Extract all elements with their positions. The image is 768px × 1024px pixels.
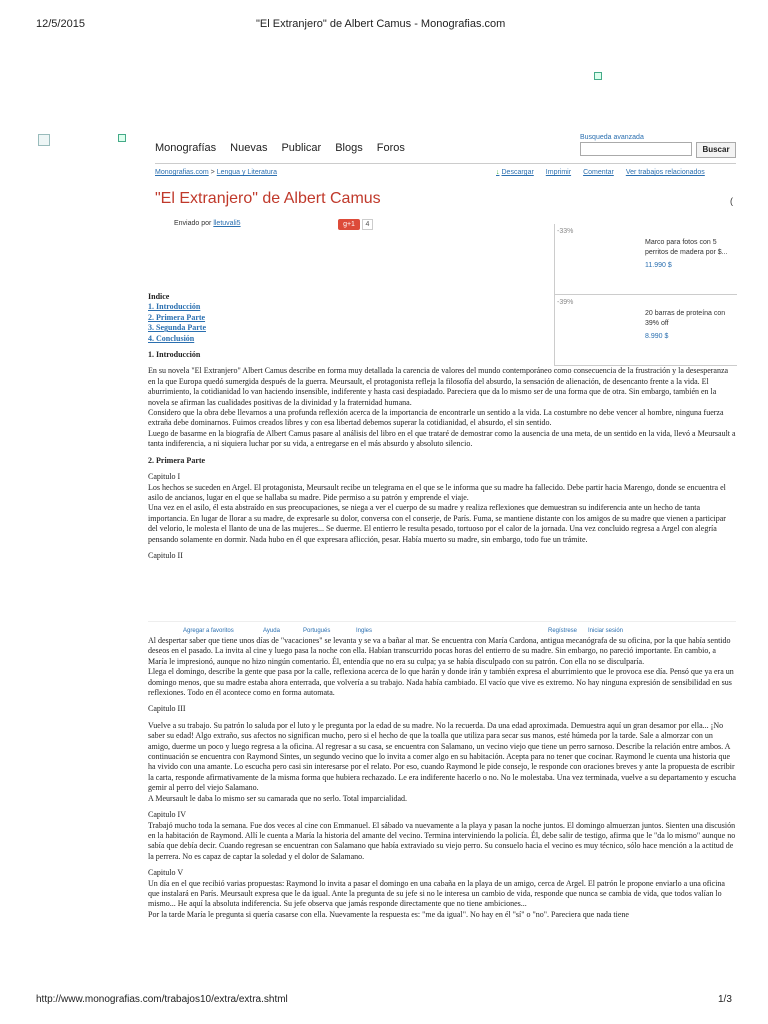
print-date: 12/5/2015: [36, 18, 85, 30]
login-link[interactable]: Iniciar sesión: [588, 628, 624, 634]
print-doc-title: "El Extranjero" de Albert Camus - Monografias.com: [256, 18, 506, 30]
broken-image-icon: [594, 72, 602, 80]
paragraph: Llega el domingo, describe la gente que pasa por la calle, reflexiona acerca de lo que harán y donde irán y también expresa el aburrimiento que le provoca ese día. Pensó que ya era un domingo menos, que su madre estaba ahora enterrada, que volvería a su trabajo. Nada había cambiado. El vacío que vive es extremo. No hay ninguna expresión de sensibilidad en sus reflexiones. Todo en él acontece como en forma automata.: [148, 667, 734, 698]
sent-by-label: Enviado por: [174, 220, 212, 227]
index-item-conclusion[interactable]: 4. Conclusión: [148, 333, 195, 343]
broken-image-icon: [118, 134, 126, 142]
english-link[interactable]: Ingles: [356, 628, 373, 634]
section-heading-primera-parte: 2. Primera Parte: [148, 455, 206, 465]
breadcrumb-section[interactable]: Lengua y Literatura: [216, 169, 278, 176]
download-link[interactable]: ↓ Descargar: [496, 169, 534, 176]
advanced-search-link[interactable]: Busqueda avanzada: [580, 134, 644, 141]
paragraph: Luego de basarme en la biografía de Albert Camus pasare al análisis del libro en el que trataré de demostrar como la ausencia de una meta, de un sentido en la vida, llevó a Meursault a tanta indiferencia, a ni siquiera luchar por su vida, a entregarse en el más absurdo y absoluto silencio.: [148, 428, 736, 449]
nav-monografias[interactable]: Monografías: [155, 142, 217, 154]
logo-image[interactable]: [38, 134, 50, 146]
paragraph: A Meursault le daba lo mismo ser su camarada que no serlo. Total imparcialidad.: [148, 793, 407, 803]
print-url[interactable]: http://www.monografias.com/trabajos10/extra/extra.shtml: [36, 994, 288, 1005]
paragraph: Vuelve a su trabajo. Su patrón lo saluda por el luto y le pregunta por la edad de su madre. No la recuerda. Da una edad aproximada. Demuestra aquí un gran desamor por ella... ¡No saber su edad! Algo extraño, sus afectos no significan mucho, pero si el hecho de que la toalla que utiliza para secar sus manos, esté húmeda por la tarde. Sale a almorzar con un amigo, duerme un poco y luego regresa a la oficina. Al regresar a su casa, se encuentra con Salamano, un vecino viejo que tiene un perro sarnoso. Describe la relación entre ambos. A continuación se encuentra con Raymond Sintes, un segundo vecino que lo invita a comer algo en su habitación. Acepta para no tener que cocinar. Raymond le cuenta una historia que ha vivido con una amante. Lo escucha pero casi sin interesarse por el relato. Por eso, cuando Raymond le pide consejo, le responde con oraciones breves y ante la propuesta de escribir la carta, responde afirmativamente de la misma forma que hubiera rechazado. Le era indiferente hacerlo o no. No le molestaba. Una vez terminada, vuelve a su departamento y escucha gemir al perro del viejo Salamano.: [148, 720, 736, 793]
add-favorites-link[interactable]: Agregar a favoritos: [183, 628, 234, 634]
ad-name[interactable]: Marco para fotos con 5 perritos de madera por $...: [645, 239, 728, 256]
chapter-title: Capitulo II: [148, 550, 183, 560]
section-heading-introduccion: 1. Introducción: [148, 350, 201, 360]
breadcrumb: [155, 169, 277, 176]
register-link[interactable]: Regístrese: [548, 628, 578, 634]
chapter-title: Capitulo I: [148, 472, 181, 482]
search-button[interactable]: Buscar: [696, 142, 736, 158]
main-nav: [155, 142, 405, 154]
print-link[interactable]: Imprimir: [545, 169, 572, 176]
title-side-glyph: (: [730, 196, 733, 206]
nav-foros[interactable]: Foros: [376, 142, 405, 154]
index-item-primera-parte[interactable]: 2. Primera Parte: [148, 312, 206, 322]
paragraph: En su novela "El Extranjero" Albert Camus describe en forma muy detallada la carencia de valores del mundo contemporáneo como consecuencia de la frustración y la desesperanza en la que Europa quedó sumergida después de la guerra. Meursault, el protagonista refleja la filosofía del absurdo, la sensación de alienación, de desencanto frente a la vida. El aburrimiento, la cotidianidad lo van haciendo insensible, indiferente y hasta casi despiadado. Pareciera que da lo mismo ser de una forma que de otra. Sin embargo, también en la novela se afirman las cualidades positivas de la divinidad y la fraternidad humana.: [148, 366, 729, 407]
article-body: [148, 292, 736, 620]
index-item-segunda-parte[interactable]: 3. Segunda Parte: [148, 323, 206, 333]
nav-publicar[interactable]: Publicar: [281, 142, 322, 154]
breadcrumb-separator: >: [208, 169, 217, 176]
article-body-continued: [148, 636, 736, 990]
comment-link[interactable]: Comentar: [583, 169, 614, 176]
divider: [155, 163, 736, 164]
help-link[interactable]: Ayuda: [263, 628, 280, 634]
paragraph: Por la tarde María le pregunta si quería casarse con ella. Nuevamente la respuesta es: "me da igual". No hay en él "sí" o "no". Pareciera que nada tiene: [148, 909, 629, 919]
portuguese-link[interactable]: Portugués: [303, 628, 331, 634]
nav-nuevas[interactable]: Nuevas: [230, 142, 268, 154]
chapter-title: Capitulo V: [148, 868, 184, 878]
paragraph: Una vez en el asilo, él esta abstraído en sus preocupaciones, se niega a ver el cuerpo de su madre y realiza reflexiones que demuestran su indiferencia ante un hecho de tanta importancia. En lugar de llorar a su madre, de expresarle su dolor, conversa con el conserje, de París. Fuma, se mantiene distante con los amigos de su madre que vienen a participar del velorio, le molesta el llanto de una de las mujeres... Se duerme. El entierro le resulta pesado, tortuoso por el calor de la jornada. Una vez concluido regresa a Argel con alegría pensando solamente en dormir. Nada hubo en él que expresara aflicción, pesar. Había muerto su madre, sin embargo, todo fue un trámite.: [148, 503, 726, 544]
ad-name[interactable]: 20 barras de proteína con 39% off: [645, 310, 726, 327]
paragraph: Considero que la obra debe llevarnos a una profunda reflexión acerca de la importancia de encontrarle un sentido a la vida. La costumbre no debe vencer al hombre, ninguna fuerza extraña debe dominarnos. Fuimos creados libres y con esa libertad debemos superar la cotidianidad, el absurdo, el sin sentido.: [148, 408, 724, 428]
index-heading: Indice: [148, 292, 170, 301]
search-input[interactable]: [580, 142, 692, 156]
breadcrumb-site[interactable]: Monografias.com: [155, 169, 209, 176]
author-link[interactable]: lletuvali5: [213, 220, 241, 227]
author-line: [174, 220, 241, 227]
chapter-title: Capitulo IV: [148, 810, 186, 820]
gplus-count: 4: [362, 219, 373, 230]
ad-discount: -33%: [557, 228, 574, 235]
ad-price: 11.990 $: [645, 262, 672, 269]
nav-blogs[interactable]: Blogs: [335, 142, 363, 154]
paragraph: Trabajó mucho toda la semana. Fue dos veces al cine con Emmanuel. El sábado va nuevamente a la playa y pasan la noche juntos. El domingo almuerzan juntos. Sienten una discusión en la habitación de Raymond. Allí le cuenta a María la historia del amante del vecino. Termina interviniendo la policía. Él, debe salir de testigo, afirma que le "da lo mismo" aunque no sabía que debía decir. Cuando regresan se encuentran con Salamano que había extraviado su viejo perro. Su consuelo hacia el vecino es muy técnico, sólo hace mención a la actitud de la perrera. No es capaz de captar la soledad y el dolor de Salamano.: [148, 820, 736, 861]
chapter-title: Capitulo III: [148, 704, 186, 714]
print-page-number: 1/3: [718, 994, 732, 1005]
page-title: "El Extranjero" de Albert Camus: [155, 190, 381, 207]
gplus-button[interactable]: g+1: [338, 219, 360, 230]
related-works-link[interactable]: Ver trabajos relacionados: [625, 169, 705, 176]
paragraph: Los hechos se suceden en Argel. El protagonista, Meursault recibe un telegrama en el que se le informa que su madre ha fallecido. Debe partir hacia Marengo, donde se encuentra el asilo de ancianos, lugar en el que se hallaba su madre. Pide permiso a su patrón y emprende el viaje.: [148, 482, 726, 502]
ad-price: 8.990 $: [645, 333, 669, 340]
ad-discount: -39%: [557, 299, 574, 306]
paragraph: Un día en el que recibió varias propuestas: Raymond lo invita a pasar el domingo en una cabaña en la playa de un amigo, cerca de Argel. El patrón le propone enviarlo a una oficina que instalará en París. Meursault expresa que le da igual. Ante la pregunta de su jefe si no le interesa un cambio de vida, responde que nunca se cambia de vida, que todos valían lo mismo... He aquí la absoluta indiferencia. Su jefe observa que jamás responde directamente que no tiene ambiciones...: [148, 878, 725, 909]
ad-item[interactable]: [555, 224, 737, 295]
index-item-introduccion[interactable]: 1. Introducción: [148, 302, 201, 312]
article-actions: [496, 169, 705, 176]
paragraph: Al despertar saber que tiene unos días de "vacaciones" se levanta y se va a bañar al mar. Se encuentra con María Cardona, antigua mecanógrafa de su oficina, por la que había sentido deseos en el pasado. La invita al cine y luego pasa la noche con ella. Habían transcurrido pocas horas del entierro de su madre. Sin embargo, no pareció importante. En cambio, a María le impresionó, aunque no hizo ningún comentario. Él, entendía que no era su culpa; ya se había disculpado con su patrón. Con ella no se disculparía.: [148, 636, 731, 666]
